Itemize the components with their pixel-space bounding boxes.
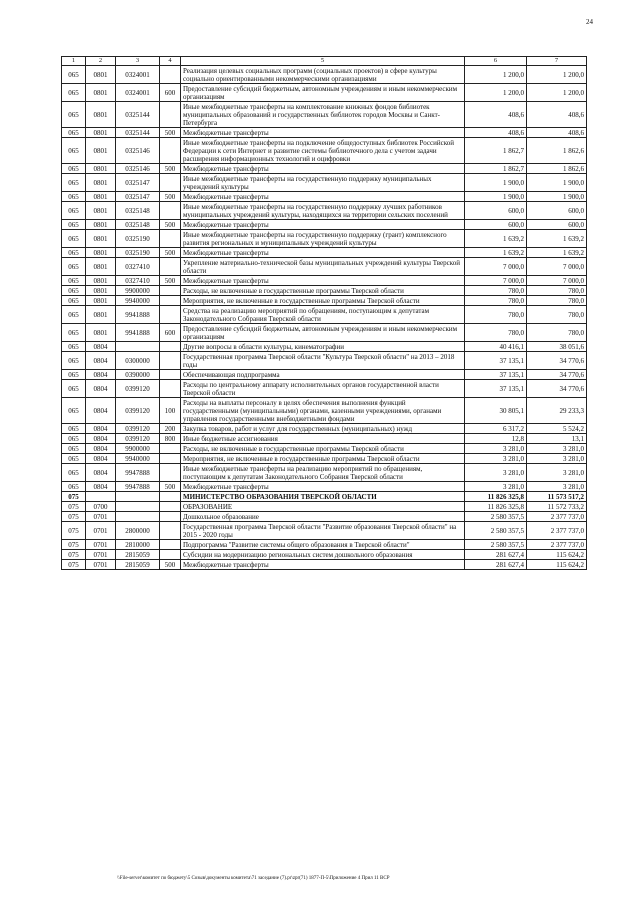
expense-type-cell: 100 (160, 398, 181, 424)
amount-col7-cell: 2 377 737,0 (527, 512, 587, 522)
amount-col6-cell: 3 281,0 (465, 454, 527, 464)
description-cell: Межбюджетные трансферты (181, 276, 465, 286)
section-cell: 0801 (86, 296, 116, 306)
amount-col6-cell: 40 416,1 (465, 342, 527, 352)
section-cell: 0801 (86, 84, 116, 102)
expense-type-cell (160, 286, 181, 296)
expense-type-cell (160, 380, 181, 398)
code-cell: 065 (62, 370, 86, 380)
description-cell: Межбюджетные трансферты (181, 560, 465, 570)
table-row (62, 84, 587, 102)
code-cell: 065 (62, 84, 86, 102)
amount-col6-cell: 408,6 (465, 102, 527, 128)
amount-col7-cell: 1 200,0 (527, 84, 587, 102)
target-article-cell: 0325147 (116, 192, 160, 202)
amount-col6-cell: 7 000,0 (465, 276, 527, 286)
code-cell: 065 (62, 230, 86, 248)
column-header: 7 (527, 57, 587, 66)
amount-col6-cell: 12,8 (465, 434, 527, 444)
amount-col6-cell: 37 135,1 (465, 352, 527, 370)
description-cell: Закупка товаров, работ и услуг для государственных (муниципальных) нужд (181, 424, 465, 434)
target-article-cell: 0325190 (116, 248, 160, 258)
amount-col7-cell: 1 639,2 (527, 248, 587, 258)
description-cell: Предоставление субсидий бюджетным, автономным учреждениям и иным некоммерческим организациям (181, 324, 465, 342)
expense-type-cell: 500 (160, 560, 181, 570)
table-row (62, 550, 587, 560)
expense-type-cell (160, 502, 181, 512)
amount-col7-cell: 3 281,0 (527, 454, 587, 464)
amount-col7-cell: 1 639,2 (527, 230, 587, 248)
expense-type-cell (160, 202, 181, 220)
code-cell: 065 (62, 352, 86, 370)
code-cell: 065 (62, 306, 86, 324)
section-cell: 0801 (86, 66, 116, 84)
expense-type-cell (160, 174, 181, 192)
table-row (62, 502, 587, 512)
code-cell: 065 (62, 102, 86, 128)
amount-col6-cell: 2 580 357,5 (465, 540, 527, 550)
description-cell: Иные межбюджетные трансферты на подключение общедоступных библиотек Российской Федерации к сети Интернет и развитие системы библиотечного дела с учетом задачи расширения информационных технологий и оцифровки (181, 138, 465, 164)
amount-col7-cell: 13,1 (527, 434, 587, 444)
target-article-cell (116, 512, 160, 522)
table-row (62, 174, 587, 192)
amount-col7-cell: 3 281,0 (527, 464, 587, 482)
code-cell: 075 (62, 502, 86, 512)
table-row (62, 286, 587, 296)
expense-type-cell: 200 (160, 424, 181, 434)
expense-type-cell (160, 352, 181, 370)
expense-type-cell (160, 512, 181, 522)
amount-col6-cell: 2 580 357,5 (465, 512, 527, 522)
amount-col7-cell: 38 051,6 (527, 342, 587, 352)
code-cell: 065 (62, 174, 86, 192)
amount-col7-cell: 600,0 (527, 202, 587, 220)
description-cell: Дошкольное образование (181, 512, 465, 522)
amount-col6-cell: 2 580 357,5 (465, 522, 527, 540)
amount-col7-cell: 780,0 (527, 296, 587, 306)
target-article-cell: 2815059 (116, 550, 160, 560)
code-cell: 065 (62, 434, 86, 444)
amount-col7-cell: 408,6 (527, 128, 587, 138)
section-cell: 0804 (86, 398, 116, 424)
amount-col7-cell: 408,6 (527, 102, 587, 128)
description-cell: Межбюджетные трансферты (181, 482, 465, 492)
table-row (62, 324, 587, 342)
expense-type-cell (160, 492, 181, 502)
table-row (62, 424, 587, 434)
amount-col6-cell: 780,0 (465, 306, 527, 324)
code-cell: 065 (62, 444, 86, 454)
code-cell: 065 (62, 202, 86, 220)
amount-col6-cell: 780,0 (465, 286, 527, 296)
section-cell: 0700 (86, 502, 116, 512)
amount-col6-cell: 1 900,0 (465, 192, 527, 202)
code-cell: 075 (62, 522, 86, 540)
expense-type-cell: 500 (160, 164, 181, 174)
table-row (62, 482, 587, 492)
section-cell: 0804 (86, 342, 116, 352)
table-row (62, 66, 587, 84)
table-row (62, 306, 587, 324)
section-cell: 0801 (86, 174, 116, 192)
code-cell: 065 (62, 454, 86, 464)
description-cell: ОБРАЗОВАНИЕ (181, 502, 465, 512)
amount-col6-cell: 780,0 (465, 324, 527, 342)
target-article-cell: 9941888 (116, 306, 160, 324)
table-row (62, 276, 587, 286)
description-cell: Межбюджетные трансферты (181, 248, 465, 258)
expense-type-cell (160, 66, 181, 84)
expense-type-cell (160, 230, 181, 248)
amount-col7-cell: 34 770,6 (527, 380, 587, 398)
amount-col6-cell: 6 317,2 (465, 424, 527, 434)
amount-col6-cell: 1 862,7 (465, 164, 527, 174)
target-article-cell: 0324001 (116, 84, 160, 102)
amount-col6-cell: 600,0 (465, 202, 527, 220)
amount-col7-cell: 7 000,0 (527, 276, 587, 286)
description-cell: Межбюджетные трансферты (181, 128, 465, 138)
table-row (62, 444, 587, 454)
amount-col7-cell: 780,0 (527, 324, 587, 342)
column-header: 6 (465, 57, 527, 66)
section-cell: 0801 (86, 324, 116, 342)
amount-col6-cell: 780,0 (465, 296, 527, 306)
description-cell: Иные бюджетные ассигнования (181, 434, 465, 444)
table-row (62, 230, 587, 248)
expense-type-cell (160, 540, 181, 550)
expense-type-cell (160, 306, 181, 324)
description-cell: Межбюджетные трансферты (181, 164, 465, 174)
code-cell: 075 (62, 540, 86, 550)
target-article-cell: 0399120 (116, 380, 160, 398)
amount-col7-cell: 780,0 (527, 306, 587, 324)
target-article-cell: 0325144 (116, 128, 160, 138)
table-row (62, 248, 587, 258)
table-row (62, 102, 587, 128)
description-cell: Реализация целевых социальных программ (социальных проектов) в сфере культуры социально ориентированными некоммерческими организациями (181, 66, 465, 84)
target-article-cell: 0325146 (116, 164, 160, 174)
target-article-cell: 0327410 (116, 258, 160, 276)
target-article-cell: 2810000 (116, 540, 160, 550)
target-article-cell: 9947888 (116, 482, 160, 492)
table-row (62, 220, 587, 230)
target-article-cell: 2800000 (116, 522, 160, 540)
amount-col6-cell: 3 281,0 (465, 482, 527, 492)
description-cell: Мероприятия, не включенные в государственные программы Тверской области (181, 296, 465, 306)
amount-col6-cell: 1 862,7 (465, 138, 527, 164)
description-cell: Расходы, не включенные в государственные программы Тверской области (181, 286, 465, 296)
target-article-cell: 9900000 (116, 444, 160, 454)
target-article-cell: 0325190 (116, 230, 160, 248)
target-article-cell: 0300000 (116, 352, 160, 370)
budget-table (61, 56, 587, 570)
target-article-cell: 2815059 (116, 560, 160, 570)
code-cell: 065 (62, 482, 86, 492)
amount-col7-cell: 1 200,0 (527, 66, 587, 84)
section-cell: 0801 (86, 258, 116, 276)
target-article-cell: 0390000 (116, 370, 160, 380)
section-cell: 0801 (86, 102, 116, 128)
amount-col6-cell: 1 639,2 (465, 230, 527, 248)
amount-col7-cell: 11 572 733,2 (527, 502, 587, 512)
expense-type-cell (160, 342, 181, 352)
section-cell: 0801 (86, 248, 116, 258)
expense-type-cell (160, 444, 181, 454)
code-cell: 065 (62, 66, 86, 84)
target-article-cell: 9941888 (116, 324, 160, 342)
target-article-cell: 0399120 (116, 424, 160, 434)
code-cell: 075 (62, 512, 86, 522)
code-cell: 065 (62, 296, 86, 306)
section-cell: 0701 (86, 540, 116, 550)
amount-col7-cell: 2 377 737,0 (527, 540, 587, 550)
description-cell: Другие вопросы в области культуры, кинематографии (181, 342, 465, 352)
description-cell: Мероприятия, не включенные в государственные программы Тверской области (181, 454, 465, 464)
file-path-footer: \\File-server\комитет по бюджету\5 Созыв\документы комитета\71 заседание (7).pr\zpr(71) 1877-П-5\Приложение 4 Прил 11 ВСР (117, 876, 390, 881)
page-number: 24 (586, 18, 593, 26)
code-cell: 065 (62, 342, 86, 352)
amount-col6-cell: 600,0 (465, 220, 527, 230)
column-header: 3 (116, 57, 160, 66)
table-row (62, 464, 587, 482)
description-cell: Иные межбюджетные трансферты на государственную поддержку (грант) комплексного развития региональных и муниципальных учреждений культуры (181, 230, 465, 248)
amount-col7-cell: 2 377 737,0 (527, 522, 587, 540)
description-cell: Межбюджетные трансферты (181, 220, 465, 230)
section-cell: 0801 (86, 128, 116, 138)
amount-col7-cell: 1 900,0 (527, 174, 587, 192)
section-cell: 0801 (86, 276, 116, 286)
section-cell: 0701 (86, 522, 116, 540)
description-cell: Средства на реализацию мероприятий по обращениям, поступающим к депутатам Законодательного Собрания Тверской области (181, 306, 465, 324)
column-header: 4 (160, 57, 181, 66)
table-row (62, 296, 587, 306)
target-article-cell: 9940000 (116, 454, 160, 464)
amount-col7-cell: 780,0 (527, 286, 587, 296)
code-cell: 075 (62, 550, 86, 560)
description-cell: МИНИСТЕРСТВО ОБРАЗОВАНИЯ ТВЕРСКОЙ ОБЛАСТИ (181, 492, 465, 502)
column-header: 2 (86, 57, 116, 66)
section-cell: 0801 (86, 138, 116, 164)
code-cell: 065 (62, 258, 86, 276)
amount-col7-cell: 115 624,2 (527, 560, 587, 570)
table-row (62, 202, 587, 220)
amount-col7-cell: 7 000,0 (527, 258, 587, 276)
amount-col6-cell: 3 281,0 (465, 444, 527, 454)
target-article-cell: 9947888 (116, 464, 160, 482)
description-cell: Субсидии на модернизацию региональных систем дошкольного образования (181, 550, 465, 560)
table-row (62, 380, 587, 398)
target-article-cell: 0325148 (116, 220, 160, 230)
section-cell: 0804 (86, 454, 116, 464)
description-cell: Государственная программа Тверской области "Развитие образования Тверской области" на 2015 - 2020 годы (181, 522, 465, 540)
amount-col7-cell: 34 770,6 (527, 352, 587, 370)
code-cell: 065 (62, 324, 86, 342)
amount-col7-cell: 11 573 517,2 (527, 492, 587, 502)
amount-col6-cell: 1 639,2 (465, 248, 527, 258)
expense-type-cell: 600 (160, 84, 181, 102)
target-article-cell: 0325147 (116, 174, 160, 192)
section-cell: 0804 (86, 464, 116, 482)
amount-col7-cell: 115 624,2 (527, 550, 587, 560)
section-cell: 0701 (86, 560, 116, 570)
section-cell: 0701 (86, 512, 116, 522)
section-cell: 0804 (86, 424, 116, 434)
table-row (62, 434, 587, 444)
code-cell: 075 (62, 492, 86, 502)
description-cell: Иные межбюджетные трансферты на комплектование книжных фондов библиотек муниципальных образований и государственных библиотек городов Москвы и Санкт-Петербурга (181, 102, 465, 128)
table-row (62, 342, 587, 352)
expense-type-cell (160, 454, 181, 464)
table-row (62, 370, 587, 380)
target-article-cell: 0325144 (116, 102, 160, 128)
expense-type-cell: 500 (160, 482, 181, 492)
code-cell: 075 (62, 560, 86, 570)
code-cell: 065 (62, 164, 86, 174)
expense-type-cell (160, 550, 181, 560)
description-cell: Укрепление материально-технической базы муниципальных учреждений культуры Тверской области (181, 258, 465, 276)
expense-type-cell (160, 258, 181, 276)
description-cell: Иные межбюджетные трансферты на государственную поддержку муниципальных учреждений культуры (181, 174, 465, 192)
table-row (62, 164, 587, 174)
amount-col7-cell: 600,0 (527, 220, 587, 230)
amount-col6-cell: 281 627,4 (465, 550, 527, 560)
code-cell: 065 (62, 128, 86, 138)
description-cell: Расходы, не включенные в государственные программы Тверской области (181, 444, 465, 454)
description-cell: Расходы по центральному аппарату исполнительных органов государственной власти Тверской области (181, 380, 465, 398)
code-cell: 065 (62, 464, 86, 482)
amount-col7-cell: 1 862,6 (527, 138, 587, 164)
section-cell: 0804 (86, 352, 116, 370)
section-cell (86, 492, 116, 502)
target-article-cell (116, 342, 160, 352)
section-cell: 0801 (86, 192, 116, 202)
amount-col7-cell: 1 862,6 (527, 164, 587, 174)
section-cell: 0804 (86, 380, 116, 398)
amount-col6-cell: 37 135,1 (465, 370, 527, 380)
table-row (62, 560, 587, 570)
code-cell: 065 (62, 276, 86, 286)
expense-type-cell (160, 522, 181, 540)
expense-type-cell (160, 464, 181, 482)
amount-col7-cell: 3 281,0 (527, 444, 587, 454)
description-cell: Межбюджетные трансферты (181, 192, 465, 202)
table-header-row (62, 57, 587, 66)
section-cell: 0801 (86, 220, 116, 230)
section-cell: 0801 (86, 306, 116, 324)
target-article-cell: 0325148 (116, 202, 160, 220)
expense-type-cell (160, 370, 181, 380)
section-cell: 0804 (86, 434, 116, 444)
expense-type-cell: 600 (160, 324, 181, 342)
table-row (62, 258, 587, 276)
description-cell: Иные межбюджетные трансферты на реализацию мероприятий по обращениям, поступающим к депутатам Законодательного Собрания Тверской области (181, 464, 465, 482)
amount-col6-cell: 281 627,4 (465, 560, 527, 570)
expense-type-cell: 500 (160, 220, 181, 230)
amount-col6-cell: 37 135,1 (465, 380, 527, 398)
table-row (62, 540, 587, 550)
expense-type-cell: 800 (160, 434, 181, 444)
target-article-cell: 0399120 (116, 434, 160, 444)
amount-col6-cell: 7 000,0 (465, 258, 527, 276)
section-cell: 0801 (86, 230, 116, 248)
amount-col6-cell: 1 200,0 (465, 84, 527, 102)
section-cell: 0804 (86, 444, 116, 454)
table-row (62, 492, 587, 502)
code-cell: 065 (62, 138, 86, 164)
expense-type-cell (160, 296, 181, 306)
section-cell: 0804 (86, 482, 116, 492)
column-header: 5 (181, 57, 465, 66)
table-row (62, 512, 587, 522)
code-cell: 065 (62, 248, 86, 258)
amount-col7-cell: 5 524,2 (527, 424, 587, 434)
amount-col6-cell: 11 826 325,8 (465, 502, 527, 512)
expense-type-cell: 500 (160, 276, 181, 286)
description-cell: Подпрограмма "Развитие системы общего образования в Тверской области" (181, 540, 465, 550)
target-article-cell (116, 492, 160, 502)
description-cell: Государственная программа Тверской области "Культура Тверской области" на 2013 – 2018 годы (181, 352, 465, 370)
amount-col7-cell: 1 900,0 (527, 192, 587, 202)
amount-col6-cell: 11 826 325,8 (465, 492, 527, 502)
amount-col6-cell: 1 900,0 (465, 174, 527, 192)
table-row (62, 128, 587, 138)
code-cell: 065 (62, 286, 86, 296)
description-cell: Предоставление субсидий бюджетным, автономным учреждениям и иным некоммерческим организациям (181, 84, 465, 102)
amount-col6-cell: 1 200,0 (465, 66, 527, 84)
amount-col7-cell: 3 281,0 (527, 482, 587, 492)
amount-col6-cell: 30 805,1 (465, 398, 527, 424)
target-article-cell: 0325146 (116, 138, 160, 164)
table-row (62, 454, 587, 464)
section-cell: 0804 (86, 370, 116, 380)
target-article-cell: 0324001 (116, 66, 160, 84)
code-cell: 065 (62, 398, 86, 424)
section-cell: 0801 (86, 164, 116, 174)
section-cell: 0701 (86, 550, 116, 560)
description-cell: Расходы на выплаты персоналу в целях обеспечения выполнения функций государственными (муниципальными) органами, казенными учреждениями, органами управления государственными внебюджетными фондами (181, 398, 465, 424)
code-cell: 065 (62, 220, 86, 230)
section-cell: 0801 (86, 286, 116, 296)
target-article-cell: 0327410 (116, 276, 160, 286)
target-article-cell (116, 502, 160, 512)
amount-col6-cell: 408,6 (465, 128, 527, 138)
section-cell: 0801 (86, 202, 116, 220)
expense-type-cell: 500 (160, 128, 181, 138)
table-row (62, 398, 587, 424)
amount-col7-cell: 34 770,6 (527, 370, 587, 380)
table-row (62, 192, 587, 202)
table-row (62, 138, 587, 164)
amount-col7-cell: 29 233,3 (527, 398, 587, 424)
code-cell: 065 (62, 424, 86, 434)
amount-col6-cell: 3 281,0 (465, 464, 527, 482)
column-header: 1 (62, 57, 86, 66)
expense-type-cell: 500 (160, 248, 181, 258)
target-article-cell: 0399120 (116, 398, 160, 424)
description-cell: Иные межбюджетные трансферты на государственную поддержку лучших работников муниципальных учреждений культуры, находящихся на территории сельских поселений (181, 202, 465, 220)
expense-type-cell: 500 (160, 192, 181, 202)
code-cell: 065 (62, 380, 86, 398)
expense-type-cell (160, 138, 181, 164)
target-article-cell: 9940000 (116, 296, 160, 306)
table-row (62, 522, 587, 540)
expense-type-cell (160, 102, 181, 128)
target-article-cell: 9900000 (116, 286, 160, 296)
description-cell: Обеспечивающая подпрограмма (181, 370, 465, 380)
code-cell: 065 (62, 192, 86, 202)
table-row (62, 352, 587, 370)
